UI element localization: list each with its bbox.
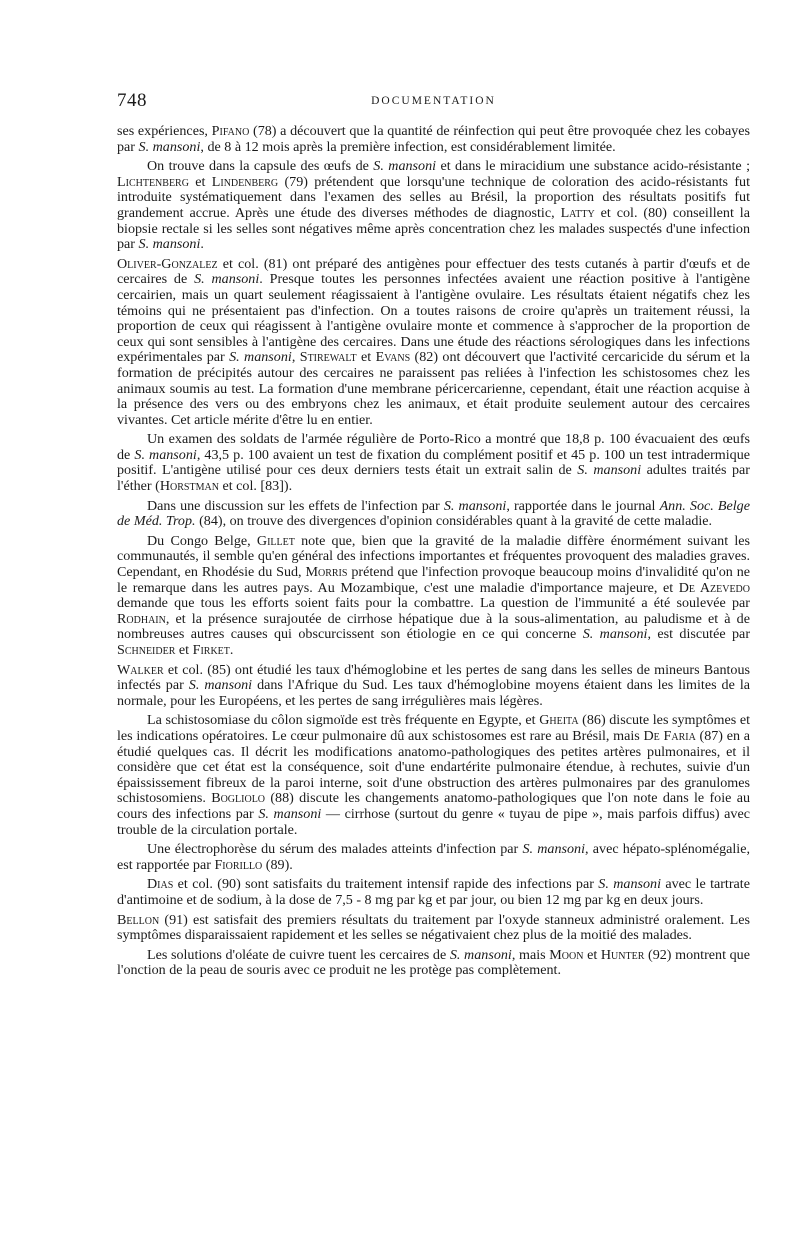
author-name: Gheita <box>539 712 579 729</box>
paragraph <box>117 257 750 429</box>
author-name: Rodhain <box>117 610 166 627</box>
text-run: note que, bien que la gravité de la maladie diffère énormément suivant les communautés, il semble qu'en général des infections importantes et fréquentes provoquent des maladies graves. Cependant, en Rhodésie du Sud, <box>117 532 751 581</box>
text-run: et col. (90) sont satisfaits du traitement intensif rapide des infections par <box>173 876 599 893</box>
text-run: (86) discute les symptômes et les indications opératoires. Le cœur pulmonaire dû aux schistosomes est rare au Brésil, mais <box>117 712 750 744</box>
paragraph <box>117 159 750 253</box>
italic-term: S. mansoni <box>577 462 642 479</box>
running-head: DOCUMENTATION <box>371 95 496 107</box>
italic-term: S. mansoni <box>258 805 322 822</box>
paragraph <box>117 842 750 873</box>
text-run: Dans une discussion sur les effets de l'infection par <box>147 497 444 514</box>
italic-term: S. mansoni <box>134 446 197 463</box>
text-run: (89). <box>262 856 293 873</box>
author-name: De Faria <box>643 727 696 744</box>
italic-term: S. mansoni <box>188 677 253 694</box>
text-run: , est discutée par <box>647 626 751 643</box>
paragraph <box>117 713 750 838</box>
author-name: Moon <box>549 946 584 963</box>
paragraph <box>117 499 750 530</box>
paragraph <box>117 124 750 155</box>
italic-term: S. mansoni <box>229 349 292 366</box>
text-run: (82) ont découvert que l'activité cercaricide du sérum et la formation de précipités autour des cercaires ne paraissent pas reliées à l'infection les schistosomes chez les animaux soumis au test. La formation d'une membrane péricercarienne, cependant, était une réaction acquise à la présence des vers ou des embryons chez les animaux, et était produite seulement autour des cercaires vivantes. Cet article mérite d'être lu en entier. <box>117 349 751 428</box>
text-run: — cirrhose (surtout du genre « tuyau de pipe », mais parfois diffus) avec trouble de la circulation portale. <box>117 805 750 838</box>
italic-term: Ann. Soc. Belge de Méd. Trop. <box>117 497 750 530</box>
author-name: Evans <box>375 349 411 366</box>
author-name: Dias <box>147 876 174 893</box>
paragraph <box>117 432 750 494</box>
paragraph <box>117 877 750 908</box>
italic-term: S. mansoni <box>449 946 512 963</box>
italic-term: S. mansoni <box>582 626 648 643</box>
text-run: , rapportée dans le journal <box>506 497 660 514</box>
text-run: avec le tartrate d'antimoine et de sodium, à la dose de 7,5 - 8 mg par kg et par jour, ou bien 12 mg par kg en deux jours. <box>117 876 750 908</box>
text-run: (92) montrent que l'onction de la peau de souris avec ce produit ne les protège pas complètement. <box>117 946 750 979</box>
text-run: Un examen des soldats de l'armée régulière de Porto-Rico a montré que 18,8 p. 100 évacuaient des œufs de <box>117 431 750 463</box>
text-run: . <box>229 642 234 658</box>
author-name: Oliver-Gonzalez <box>117 255 218 272</box>
text-run: demande que tous les efforts soient faits pour la combattre. La question de l'immunité a été soulevée par <box>117 595 750 612</box>
author-name: Morris <box>305 564 348 581</box>
paragraph <box>117 913 750 944</box>
text-run: , 43,5 p. 100 avaient un test de fixation du complément positif et 45 p. 100 un test intradermique positif. L'antigène utilisé pour ces deux derniers tests était un extrait salin de <box>117 446 750 479</box>
text-run: . Presque toutes les personnes infectées avaient une réaction positive à l'antigène cercairien, mais un quart seulement réagissaient à l'antigène ovulaire. Les résultats étaient négatifs chez les témoins qui ne présentaient pas d'infection. On a toutes raisons de croire qu'après un traitement réussi, la proportion de ceux qui réagissent à l'antigène ovulaire monte et commence à s'approcher de la proportion de ceux qui sont sensibles à l'antigène des cercaires. Dans une étude des réactions sérologiques dans les infections expérimentales par <box>117 271 750 366</box>
text-run: et col. (81) ont préparé des antigènes pour effectuer des tests cutanés à partir d'œufs et de cercaires de <box>117 255 750 288</box>
author-name: Gillet <box>256 532 295 549</box>
author-name: Bellon <box>117 911 160 928</box>
text-run: et col. (80) conseillent la biopsie rectale si les selles sont négatives même après concentration chez les malades suspectés d'une infection par <box>117 204 750 253</box>
paragraph <box>117 534 750 659</box>
text-run: , de 8 à 12 mois après la première infection, est considérablement limitée. <box>200 138 616 155</box>
author-name: Hunter <box>600 946 645 963</box>
text-run: On trouve dans la capsule des œufs de <box>147 158 374 175</box>
author-name: Firket <box>192 642 230 658</box>
text-run: Du Congo Belge, <box>147 532 257 549</box>
author-name: Latty <box>560 204 595 221</box>
author-name: Lindenberg <box>211 173 279 190</box>
italic-term: S. mansoni <box>138 138 201 155</box>
text-run: dans l'Afrique du Sud. Les taux d'hémoglobine moyens étaient dans les limites de la normale, pour les Européens, et les pertes de sang irrégulières mais légères. <box>117 677 750 709</box>
text-run: (84), on trouve des divergences d'opinion considérables quant à la gravité de cette maladie. <box>195 513 713 530</box>
text-run: , mais <box>511 946 550 963</box>
text-run: (87) en a étudié quelques cas. Il décrit les modifications anatomo-pathologiques des petites artères pulmonaires, et il considère que cet état est la conséquence, soit d'une endartérite pulmonaire étendue, à rechutes, suivie d'un épaississement fibreux de la paroi interne, soit d'une obstruction des artères pulmonaires par des granulomes schistosomiens. <box>117 727 751 807</box>
document-page <box>117 90 750 983</box>
author-name: Schneider <box>117 642 176 658</box>
paragraph <box>117 663 750 710</box>
text-run: (88) discute les changements anatomo-pathologiques que l'on note dans le foie au cours des infections par <box>117 790 750 822</box>
italic-term: S. mansoni <box>373 158 437 175</box>
text-run: (91) est satisfait des premiers résultats du traitement par l'oxyde stanneux administré oralement. Les symptômes disparaissaient rapidement et les selles se négativaient chez plus de la moitié des malades. <box>117 911 750 944</box>
author-name: De Azevedo <box>678 579 751 596</box>
text-run: et col. (85) ont étudié les taux d'hémoglobine et les pertes de sang dans les selles de mineurs Bantous infectés par <box>117 661 750 694</box>
text-run: . <box>200 236 204 253</box>
text-run: et <box>175 642 193 658</box>
text-run: , <box>291 349 300 366</box>
text-run: prétend que l'infection provoque beaucoup moins d'invalidité qu'on ne le remarque dans les autres pays. Au Mozambique, c'est une maladie d'importance majeure, et <box>117 564 751 596</box>
italic-term: S. mansoni <box>443 497 507 514</box>
text-run: La schistosomiase du côlon sigmoïde est très fréquente en Egypte, et <box>147 712 540 729</box>
italic-term: S. mansoni <box>138 236 201 253</box>
author-name: Fiorillo <box>214 856 263 873</box>
author-name: Bogliolo <box>211 790 266 807</box>
text-run: et <box>188 173 212 190</box>
page-number: 748 <box>117 90 147 111</box>
text-run: et <box>356 349 376 366</box>
text-run: (78) a découvert que la quantité de réinfection qui peut être provoquée chez les cobayes par <box>117 123 751 155</box>
text-run: et col. [83]). <box>218 478 293 495</box>
text-run: ses expériences, <box>117 123 212 139</box>
text-run: , avec hépato-splénomégalie, est rapportée par <box>117 841 750 873</box>
author-name: Stirewalt <box>299 349 357 366</box>
text-run: et dans le miracidium une substance acido-résistante ; <box>436 158 750 175</box>
paragraph <box>117 948 750 979</box>
author-name: Lichtenberg <box>117 173 189 190</box>
text-run: , et la présence surajoutée de cirrhose hépatique due à la sous-alimentation, au paludisme et à de nombreuses autres causes qui obscurcissent son étiologie en ce qui concerne <box>117 610 750 643</box>
text-run: Une électrophorèse du sérum des malades atteints d'infection par <box>147 841 523 858</box>
text-run: (79) prétendent que lorsqu'une technique de coloration des acido-résistants fut introduite systématiquement dans l'examen des selles au Brésil, la proportion des résultats positifs fut grandement accrue. Après une étude des diverses méthodes de diagnostic, <box>117 173 750 221</box>
author-name: Horstman <box>159 478 219 495</box>
text-run: adultes traités par l'éther ( <box>117 462 750 495</box>
text-run: Les solutions d'oléate de cuivre tuent les cercaires de <box>147 946 450 963</box>
italic-term: S. mansoni <box>194 271 260 288</box>
italic-term: S. mansoni <box>522 841 586 858</box>
document-body <box>117 124 750 979</box>
author-name: Walker <box>117 661 164 678</box>
author-name: Pifano <box>211 123 250 139</box>
text-run: et <box>583 946 601 963</box>
italic-term: S. mansoni <box>598 876 661 893</box>
page-header <box>117 90 750 120</box>
